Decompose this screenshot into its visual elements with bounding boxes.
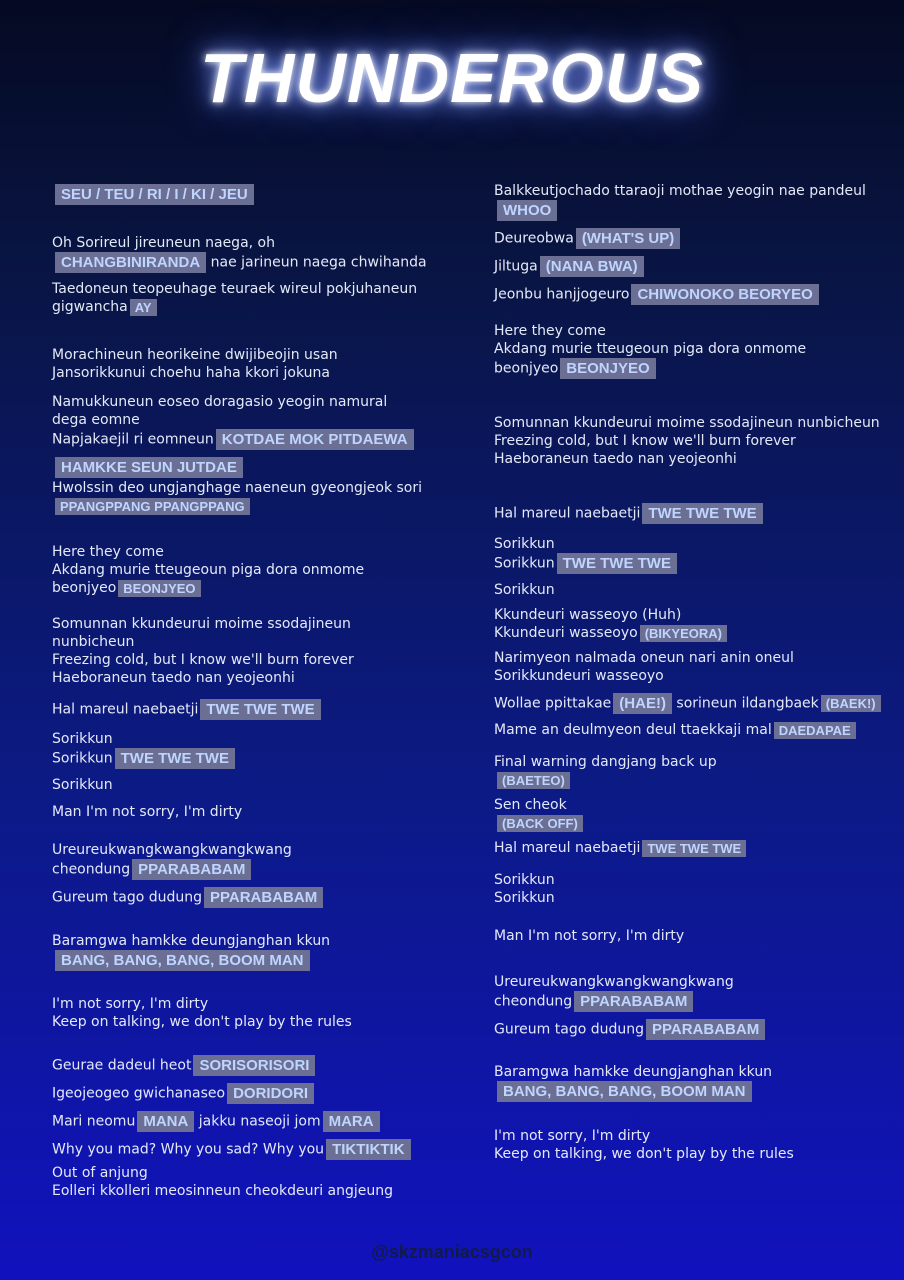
highlighted-chant: PPARABABAM [646, 1019, 765, 1040]
lyric-text: Sorikkun [494, 872, 555, 888]
lyric-text: Why you mad? Why you sad? Why you [52, 1141, 325, 1158]
lyric-line [52, 1139, 452, 1160]
lyric-line [52, 995, 452, 1013]
lyric-line [52, 298, 452, 316]
lyric-line [494, 340, 894, 358]
lyric-line [52, 669, 452, 687]
lyric-stanza [52, 234, 452, 323]
lyric-line [494, 284, 894, 305]
lyric-stanza [494, 1063, 894, 1109]
lyric-line [494, 358, 894, 379]
lyric-text: gigwancha [52, 299, 128, 315]
lyric-stanza [52, 479, 452, 522]
lyric-line [52, 364, 452, 382]
lyric-text: Sorikkun [494, 890, 555, 906]
lyric-line [52, 859, 452, 880]
lyric-text: Akdang murie tteugeoun piga dora onmome [52, 562, 365, 578]
lyric-line [494, 693, 894, 714]
lyric-stanza [494, 503, 894, 531]
highlighted-chant: (NANA BWA) [540, 256, 644, 277]
highlighted-chant: MARA [323, 1111, 380, 1132]
lyric-text: Eolleri kkolleri meosinneun cheokdeuri angjeung [52, 1183, 394, 1199]
lyric-text: Jansorikkunui choehu haha kkori jokuna [52, 365, 330, 381]
lyric-line [494, 753, 894, 771]
lyric-text: Final warning dangjang back up [494, 754, 717, 770]
highlighted-chant: SEU / TEU / RI / I / KI / JEU [55, 184, 254, 205]
lyric-line [52, 234, 452, 252]
lyric-text: Kkundeuri wasseoyo [494, 625, 638, 641]
highlighted-chant: CHANGBINIRANDA [55, 252, 206, 273]
lyric-line [52, 543, 452, 561]
lyric-text: Mame an deulmyeon deul ttaekkaji mal [494, 722, 772, 738]
highlighted-chant: CHIWONOKO BEORYEO [631, 284, 818, 305]
lyric-text: jakku naseoji jom [194, 1113, 321, 1130]
highlighted-chant: (BACK OFF) [497, 815, 583, 832]
lyric-line [494, 182, 894, 200]
lyric-line [494, 322, 894, 340]
lyric-stanza [52, 932, 452, 978]
lyric-line [494, 200, 894, 221]
lyric-stanza [52, 803, 452, 821]
lyric-text: Taedoneun teopeuhage teuraek wireul pokjuhaneun [52, 281, 418, 297]
lyric-line [494, 450, 894, 468]
lyric-text: Igeojeogeo gwichanaseo [52, 1085, 226, 1102]
lyric-text: Freezing cold, but I know we'll burn forever [494, 433, 796, 449]
lyric-text: Sorikkun [52, 750, 113, 767]
lyric-stanza [494, 871, 894, 907]
highlighted-chant: (WHAT'S UP) [576, 228, 680, 249]
lyric-text: Napjakaejil ri eomneun [52, 431, 214, 448]
lyric-line [494, 1127, 894, 1145]
lyric-text: Balkkeutjochado ttaraoji mothae yeogin nae pandeul [494, 183, 866, 199]
lyric-text: Freezing cold, but I know we'll burn forever [52, 652, 354, 668]
highlighted-chant: MANA [137, 1111, 194, 1132]
lyric-line [494, 1145, 894, 1163]
lyric-stanza [494, 693, 894, 746]
lyric-stanza [494, 322, 894, 386]
lyric-text: nunbicheun [52, 634, 135, 650]
lyric-stanza [494, 182, 894, 312]
lyric-line [52, 803, 452, 821]
highlighted-chant: DAEDAPAE [774, 722, 856, 739]
lyric-line [52, 748, 452, 769]
lyric-line [52, 252, 452, 273]
lyric-text: Morachineun heorikeine dwijibeojin usan [52, 347, 338, 363]
lyric-text: sorineun ildangbaek [671, 695, 819, 712]
highlighted-chant: TWE TWE TWE [557, 553, 677, 574]
lyric-text: I'm not sorry, I'm dirty [494, 1128, 651, 1144]
highlighted-chant: (BAEK!) [821, 695, 881, 712]
lyric-text: Haeboraneun taedo nan yeojeonhi [494, 451, 737, 467]
lyric-stanza [494, 753, 894, 864]
highlighted-chant: PPANGPPANG PPANGPPANG [55, 498, 250, 515]
lyric-stanza [52, 730, 452, 794]
lyric-line [494, 927, 894, 945]
lyric-text: Sorikkun [52, 731, 113, 747]
highlighted-chant: TWE TWE TWE [115, 748, 235, 769]
lyric-line [494, 432, 894, 450]
footer-handle: @skzmaniacsgcon [371, 1242, 533, 1262]
lyric-line [52, 633, 452, 651]
lyric-text: Sorikkun [494, 582, 555, 598]
lyric-line [52, 651, 452, 669]
lyric-text: Narimyeon nalmada oneun nari anin oneul [494, 650, 794, 666]
highlighted-chant: BEONJYEO [560, 358, 655, 379]
lyric-stanza [494, 535, 894, 599]
lyric-line [494, 649, 894, 667]
lyric-line [52, 887, 452, 908]
lyric-line [52, 579, 452, 597]
lyric-text: Keep on talking, we don't play by the rules [494, 1146, 794, 1162]
lyric-text: Mari neomu [52, 1113, 136, 1130]
lyric-line [494, 871, 894, 889]
lyric-stanza [52, 995, 452, 1031]
lyric-line [52, 1055, 452, 1076]
lyric-text: Man I'm not sorry, I'm dirty [494, 928, 685, 944]
highlighted-chant: TWE TWE TWE [642, 840, 746, 857]
lyric-line [494, 256, 894, 277]
page-title: THUNDEROUS [200, 39, 704, 117]
lyric-line [494, 581, 894, 599]
lyric-text: beonjyeo [494, 360, 559, 377]
lyric-text: Deureobwa [494, 230, 574, 247]
lyric-text: Baramgwa hamkke deungjanghan kkun [52, 933, 331, 949]
lyric-text: Here they come [52, 544, 164, 560]
lyric-text: I'm not sorry, I'm dirty [52, 996, 209, 1012]
highlighted-chant: PPARABABAM [574, 991, 693, 1012]
lyric-text: Ureureukwangkwangkwangkwang [52, 842, 292, 858]
lyric-line [494, 991, 894, 1012]
lyric-stanza [494, 414, 894, 468]
lyric-text: Keep on talking, we don't play by the rules [52, 1014, 352, 1030]
lyric-line [52, 393, 452, 411]
highlighted-chant: TWE TWE TWE [642, 503, 762, 524]
lyric-line [52, 280, 452, 298]
lyric-stanza [52, 615, 452, 687]
highlighted-chant: PPARABABAM [204, 887, 323, 908]
lyric-line [52, 346, 452, 364]
lyric-text: Here they come [494, 323, 606, 339]
lyric-line [52, 841, 452, 859]
lyric-stanza [52, 346, 452, 382]
lyric-stanza [52, 699, 452, 727]
lyric-line [52, 950, 452, 971]
highlighted-chant: TIKTIKTIK [326, 1139, 411, 1160]
lyric-line [52, 1013, 452, 1031]
lyric-text: Gureum tago dudung [494, 1021, 644, 1038]
highlighted-chant: WHOO [497, 200, 557, 221]
highlighted-chant: BANG, BANG, BANG, BOOM MAN [497, 1081, 752, 1102]
highlighted-chant: KOTDAE MOK PITDAEWA [216, 429, 414, 450]
lyric-line [52, 184, 452, 205]
lyric-text: Hal mareul naebaetji [494, 505, 641, 522]
lyric-line [494, 553, 894, 574]
lyric-line [52, 457, 452, 478]
lyric-line [494, 606, 894, 624]
highlighted-chant: TWE TWE TWE [200, 699, 320, 720]
lyric-stanza [52, 393, 452, 485]
lyric-text: Haeboraneun taedo nan yeojeonhi [52, 670, 295, 686]
lyric-text: Oh Sorireul jireuneun naega, oh [52, 235, 275, 251]
lyric-text: Hal mareul naebaetji [494, 840, 641, 856]
lyric-text: cheondung [494, 993, 573, 1010]
lyric-line [494, 414, 894, 432]
lyric-text: Gureum tago dudung [52, 889, 202, 906]
lyric-line [494, 1081, 894, 1102]
lyric-text: Hal mareul naebaetji [52, 701, 199, 718]
lyric-text: Somunnan kkundeurui moime ssodajineun nunbicheun [494, 415, 880, 431]
lyric-stanza [494, 1127, 894, 1163]
lyric-text: Jiltuga [494, 258, 538, 275]
lyric-line [52, 561, 452, 579]
lyric-line [494, 721, 894, 739]
lyric-text: Wollae ppittakae [494, 695, 612, 712]
lyric-line [494, 228, 894, 249]
lyric-line [52, 932, 452, 950]
lyric-text: Sorikkun [52, 777, 113, 793]
lyric-line [52, 1111, 452, 1132]
highlighted-chant: (BAETEO) [497, 772, 570, 789]
lyric-line [494, 667, 894, 685]
lyric-text: Namukkuneun eoseo doragasio yeogin namural [52, 394, 388, 410]
lyric-line [52, 615, 452, 633]
lyric-line [52, 776, 452, 794]
lyric-stanza [52, 1164, 452, 1200]
lyric-text: Baramgwa hamkke deungjanghan kkun [494, 1064, 773, 1080]
lyric-line [52, 1083, 452, 1104]
lyric-line [494, 839, 894, 857]
lyric-line [52, 1182, 452, 1200]
lyric-line [52, 730, 452, 748]
lyric-text: Jeonbu hanjjogeuro [494, 286, 630, 303]
lyric-line [52, 411, 452, 429]
lyric-line [494, 814, 894, 832]
lyric-stanza [52, 184, 452, 212]
lyric-text: Kkundeuri wasseoyo (Huh) [494, 607, 682, 623]
lyric-line [52, 1164, 452, 1182]
lyric-text: Geurae dadeul heot [52, 1057, 192, 1074]
lyric-text: Hwolssin deo ungjanghage naeneun gyeongjeok sori [52, 480, 423, 496]
highlighted-chant: BANG, BANG, BANG, BOOM MAN [55, 950, 310, 971]
lyric-line [52, 497, 452, 515]
lyric-line [494, 973, 894, 991]
lyric-line [494, 889, 894, 907]
lyric-text: Man I'm not sorry, I'm dirty [52, 804, 243, 820]
lyric-line [52, 479, 452, 497]
lyric-line [494, 1063, 894, 1081]
lyric-text: cheondung [52, 861, 131, 878]
lyric-stanza [494, 927, 894, 945]
lyric-line [52, 429, 452, 450]
lyric-text: Ureureukwangkwangkwangkwang [494, 974, 734, 990]
highlighted-chant: AY [130, 299, 157, 316]
lyric-text: Akdang murie tteugeoun piga dora onmome [494, 341, 807, 357]
lyric-text: dega eomne [52, 412, 140, 428]
lyric-text: beonjyeo [52, 580, 117, 596]
lyric-line [494, 624, 894, 642]
lyric-text: Sorikkun [494, 555, 555, 572]
lyric-text: Out of anjung [52, 1165, 148, 1181]
lyric-text: Somunnan kkundeurui moime ssodajineun [52, 616, 351, 632]
highlighted-chant: (HAE!) [613, 693, 672, 714]
lyric-stanza [52, 841, 452, 915]
lyric-line [494, 503, 894, 524]
lyric-stanza [494, 606, 894, 685]
highlighted-chant: SORISORISORI [193, 1055, 315, 1076]
lyric-text: Sen cheok [494, 797, 567, 813]
highlighted-chant: PPARABABAM [132, 859, 251, 880]
lyric-line [494, 771, 894, 789]
lyric-stanza [494, 973, 894, 1047]
highlighted-chant: BEONJYEO [118, 580, 200, 597]
lyric-line [52, 699, 452, 720]
lyric-text: nae jarineun naega chwihanda [206, 254, 427, 271]
lyric-text: Sorikkun [494, 536, 555, 552]
lyric-line [494, 1019, 894, 1040]
lyric-text: Sorikkundeuri wasseoyo [494, 668, 664, 684]
lyric-stanza [52, 543, 452, 604]
lyric-stanza [52, 1055, 452, 1167]
highlighted-chant: DORIDORI [227, 1083, 314, 1104]
lyric-line [494, 535, 894, 553]
highlighted-chant: HAMKKE SEUN JUTDAE [55, 457, 243, 478]
highlighted-chant: (BIKYEORA) [640, 625, 727, 642]
lyric-line [494, 796, 894, 814]
